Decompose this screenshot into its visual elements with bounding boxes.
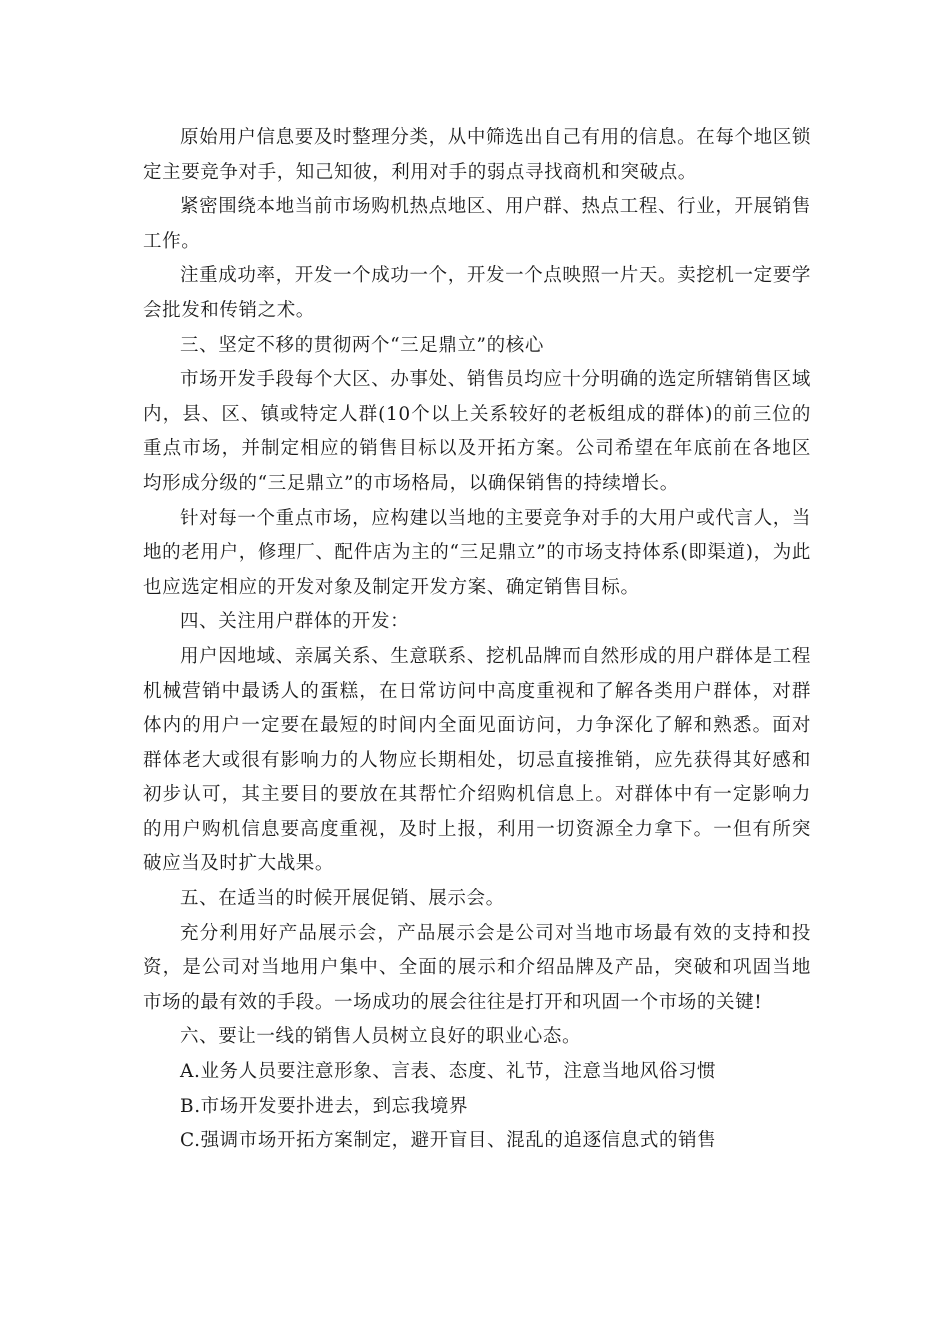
list-item-a: A.业务人员要注意形象、言表、态度、礼节，注意当地风俗习惯 [180, 1061, 717, 1083]
paragraph-3: 注重成功率，开发一个成功一个，开发一个点映照一片天。卖挖机一定要学会批发和传销之术。 [143, 265, 811, 321]
paragraph-4: 市场开发手段每个大区、办事处、销售员均应十分明确的选定所辖销售区域内，县、区、镇或特定人群(10个以上关系较好的老板组成的群体)的前三位的重点市场，并制定相应的销售目标以及开拓方案。公司希望在年底前在各地区均形成分级的“三足鼎立”的市场格局，以确保销售的持续增长。 [143, 369, 811, 494]
paragraph-1: 原始用户信息要及时整理分类，从中筛选出自己有用的信息。在每个地区锁定主要竞争对手，知己知彼，利用对手的弱点寻找商机和突破点。 [143, 127, 811, 183]
paragraph-6: 用户因地域、亲属关系、生意联系、挖机品牌而自然形成的用户群体是工程机械营销中最诱人的蛋糕，在日常访问中高度重视和了解各类用户群体，对群体内的用户一定要在最短的时间内全面见面访问，力争深化了解和熟悉。面对群体老大或很有影响力的人物应长期相处，切忌直接推销，应先获得其好感和初步认可，其主要目的要放在其帮忙介绍购机信息上。对群体中有一定影响力的用户购机信息要高度重视，及时上报，利用一切资源全力拿下。一但有所突破应当及时扩大战果。 [143, 645, 811, 875]
section-heading-5: 五、在适当的时候开展促销、展示会。 [180, 888, 505, 910]
section-heading-6: 六、要让一线的销售人员树立良好的职业心态。 [180, 1026, 582, 1048]
list-item-b: B.市场开发要扑进去，到忘我境界 [180, 1095, 469, 1117]
list-item-c: C.强调市场开拓方案制定，避开盲目、混乱的追逐信息式的销售 [180, 1130, 717, 1152]
section-heading-4: 四、关注用户群体的开发： [180, 611, 410, 633]
paragraph-5: 针对每一个重点市场，应构建以当地的主要竞争对手的大用户或代言人，当地的老用户，修理厂、配件店为主的“三足鼎立”的市场支持体系(即渠道)，为此也应选定相应的开发对象及制定开发方案、确定销售目标。 [143, 507, 811, 598]
document-body [143, 121, 811, 1159]
paragraph-2: 紧密围绕本地当前市场购机热点地区、用户群、热点工程、行业，开展销售工作。 [143, 196, 811, 252]
section-heading-3: 三、坚定不移的贯彻两个“三足鼎立”的核心 [180, 334, 544, 356]
paragraph-7: 充分利用好产品展示会，产品展示会是公司对当地市场最有效的支持和投资，是公司对当地用户集中、全面的展示和介绍品牌及产品，突破和巩固当地市场的最有效的手段。一场成功的展会往往是打开和巩固一个市场的关键! [143, 922, 811, 1013]
